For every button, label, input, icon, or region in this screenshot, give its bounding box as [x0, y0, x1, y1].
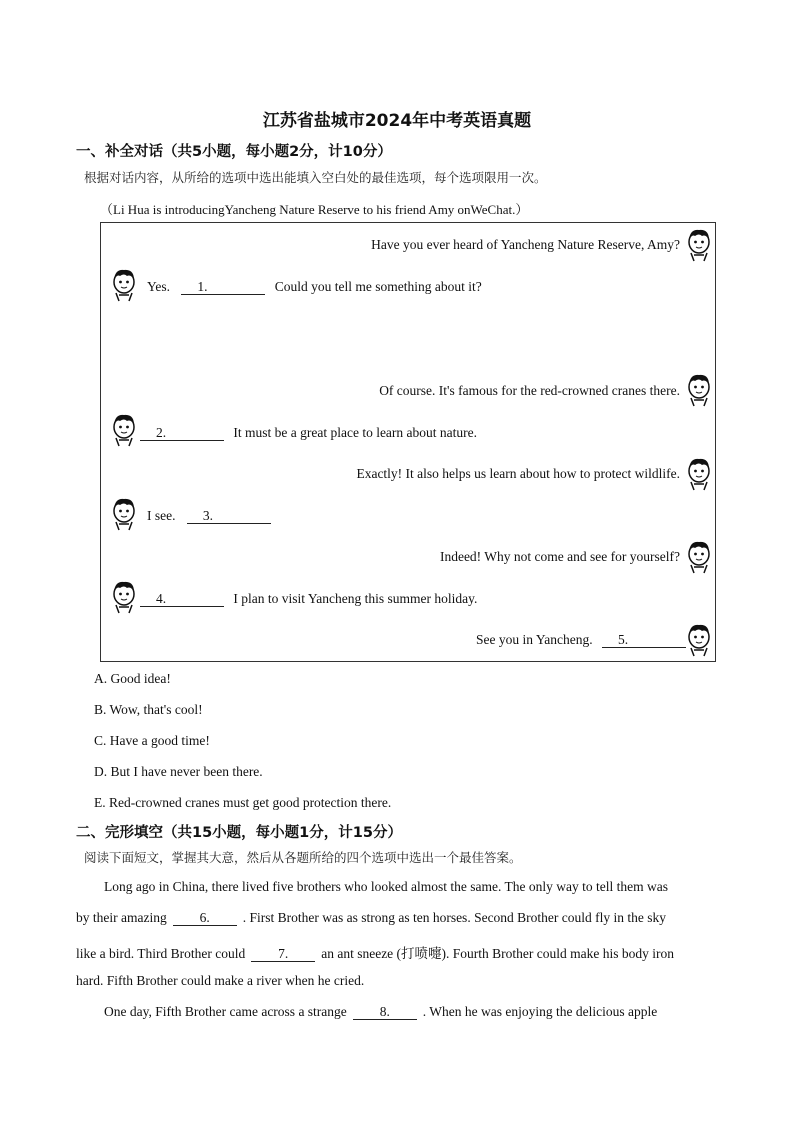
dialog-line-6: I see. 3.	[147, 508, 277, 524]
answer-blank-5[interactable]: 5.	[602, 633, 686, 648]
passage-line-3: like a bird. Third Brother could 7. an ant sneeze (打喷嚏). Fourth Brother could make his body iron	[76, 946, 675, 961]
passage-line-2: by their amazing 6. . First Brother was as strong as ten horses. Second Brother could fly in the sky	[76, 910, 667, 925]
answer-blank-2[interactable]: 2.	[140, 426, 224, 441]
section1-instruction: 根据对话内容，从所给的选项中选出能填入空白处的最佳选项，每个选项限用一次。	[84, 170, 547, 185]
dialog-line-1: Have you ever heard of Yancheng Nature Reserve, Amy?	[371, 237, 680, 252]
option-d: D. But I have never been there.	[94, 764, 263, 779]
girl-avatar-icon	[111, 268, 137, 302]
dialog-line-3: Of course. It's famous for the red-crowned cranes there.	[379, 383, 680, 398]
boy-avatar-icon	[686, 373, 712, 407]
dialog-line-9: See you in Yancheng. 5.	[476, 632, 686, 648]
section1-heading: 一、补全对话（共5小题，每小题2分，计10分）	[76, 144, 392, 160]
dialog-line-7: Indeed! Why not come and see for yourself?	[439, 549, 680, 564]
girl-avatar-icon	[111, 413, 137, 447]
dialog-line-4: 2. It must be a great place to learn about nature.	[140, 425, 477, 441]
option-b: B. Wow, that's cool!	[94, 702, 203, 717]
boy-avatar-icon	[686, 457, 712, 491]
boy-avatar-icon	[686, 228, 712, 262]
option-a: A. Good idea!	[94, 671, 171, 686]
boy-avatar-icon	[686, 540, 712, 574]
boy-avatar-icon	[686, 623, 712, 657]
passage-line-4: hard. Fifth Brother could make a river when he cried.	[76, 973, 365, 988]
girl-avatar-icon	[111, 580, 137, 614]
page-title: 江苏省盐城市2024年中考英语真题	[262, 111, 532, 131]
dialog-line-5: Exactly! It also helps us learn about how to protect wildlife.	[356, 466, 680, 481]
option-e: E. Red-crowned cranes must get good protection there.	[94, 795, 392, 810]
option-c: C. Have a good time!	[94, 733, 210, 748]
answer-blank-4[interactable]: 4.	[140, 592, 224, 607]
answer-blank-3[interactable]: 3.	[187, 509, 271, 524]
section2-heading: 二、完形填空（共15小题，每小题1分，计15分）	[76, 825, 402, 841]
dialog-line-2: Yes. 1. Could you tell me something about it?	[147, 279, 482, 294]
cloze-blank-7[interactable]: 7.	[251, 947, 315, 962]
girl-avatar-icon	[111, 497, 137, 531]
passage-line-1: Long ago in China, there lived five brothers who looked almost the same. The only way to tell them was	[104, 879, 669, 894]
section2-instruction: 阅读下面短文，掌握其大意，然后从各题所给的四个选项中选出一个最佳答案。	[84, 850, 522, 865]
cloze-blank-6[interactable]: 6.	[173, 911, 237, 926]
answer-blank-1[interactable]: 1.	[181, 280, 265, 295]
dialog-line-8: 4. I plan to visit Yancheng this summer holiday.	[140, 591, 477, 607]
dialog-context: （Li Hua is introducingYancheng Nature Reserve to his friend Amy onWeChat.）	[100, 202, 529, 217]
passage-line-5: One day, Fifth Brother came across a strange 8. . When he was enjoying the delicious apple	[104, 1004, 658, 1019]
cloze-blank-8[interactable]: 8.	[353, 1005, 417, 1020]
